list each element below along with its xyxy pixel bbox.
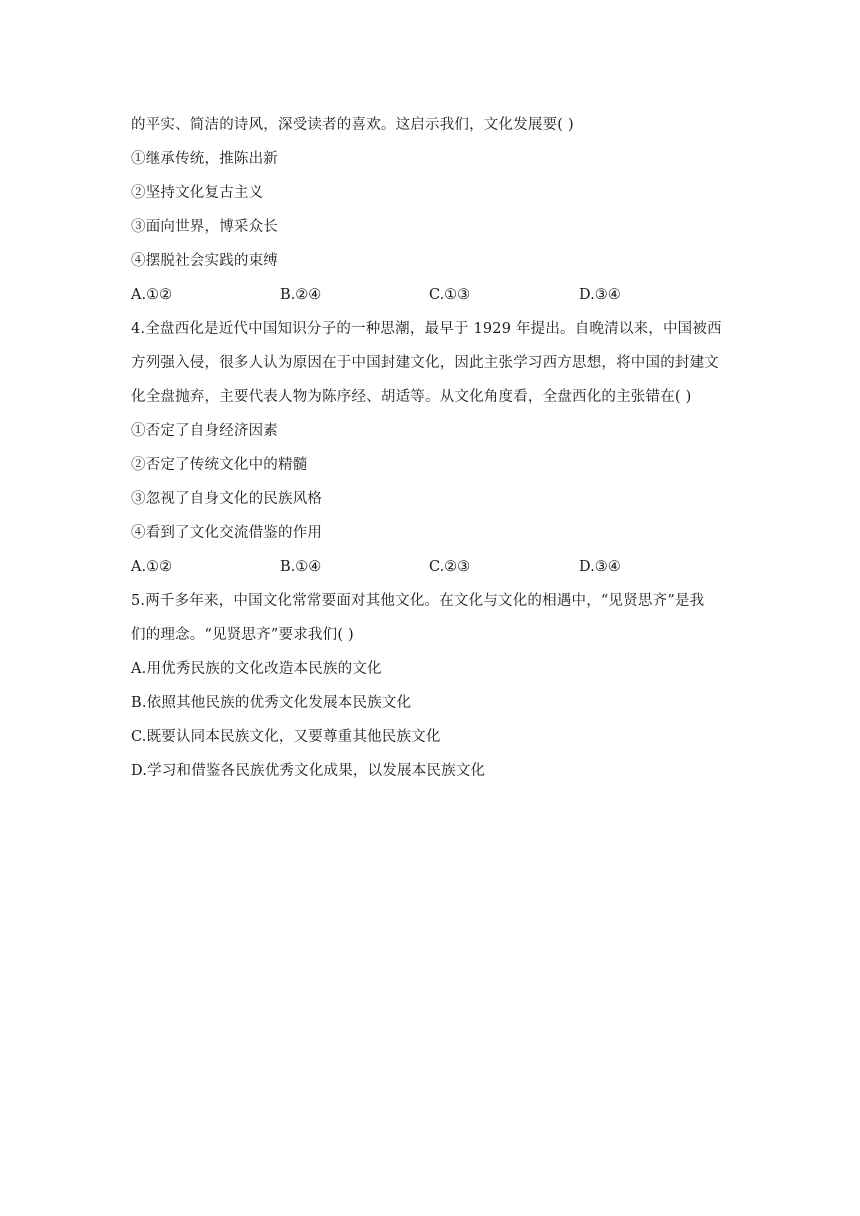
- q4-item-3: ③忽视了自身文化的民族风格: [131, 491, 323, 507]
- q5-choice-b: B.依照其他民族的优秀文化发展本民族文化: [131, 695, 412, 711]
- q3-item-4: ④摆脱社会实践的束缚: [131, 253, 278, 269]
- q3-option-c: C.①③: [429, 287, 471, 303]
- q3-stem-tail: 的平实、简洁的诗风，深受读者的喜欢。这启示我们，文化发展要( ): [131, 117, 574, 133]
- q4-stem-line-1: 4.全盘西化是近代中国知识分子的一种思潮，最早于 1929 年提出。自晚清以来，中国被西: [131, 321, 722, 337]
- q3-item-3: ③面向世界，博采众长: [131, 219, 278, 235]
- q4-option-a: A.①②: [131, 559, 173, 575]
- q4-item-1: ①否定了自身经济因素: [131, 423, 278, 439]
- q5-stem-line-2: 们的理念。“见贤思齐”要求我们( ): [131, 627, 354, 643]
- q4-options: [131, 550, 751, 584]
- q4-option-c: C.②③: [429, 559, 471, 575]
- document-page: [131, 108, 751, 788]
- q3-option-b: B.②④: [280, 287, 322, 303]
- q3-item-2: ②坚持文化复古主义: [131, 185, 264, 201]
- q4-option-d: D.③④: [579, 559, 621, 575]
- q4-item-2: ②否定了传统文化中的精髓: [131, 457, 308, 473]
- q4-item-4: ④看到了文化交流借鉴的作用: [131, 525, 323, 541]
- q5-stem-line-1: 5.两千多年来，中国文化常常要面对其他文化。在文化与文化的相遇中，“见贤思齐”是我: [131, 593, 705, 609]
- q3-item-1: ①继承传统，推陈出新: [131, 151, 278, 167]
- q4-option-b: B.①④: [280, 559, 322, 575]
- q3-options: [131, 278, 751, 312]
- q5-choice-a: A.用优秀民族的文化改造本民族的文化: [131, 661, 382, 677]
- q3-option-d: D.③④: [579, 287, 621, 303]
- q3-option-a: A.①②: [131, 287, 173, 303]
- q5-choice-c: C.既要认同本民族文化，又要尊重其他民族文化: [131, 729, 441, 745]
- q5-choice-d: D.学习和借鉴各民族优秀文化成果，以发展本民族文化: [131, 763, 486, 779]
- q4-stem-line-2: 方列强入侵，很多人认为原因在于中国封建文化，因此主张学习西方思想，将中国的封建文: [131, 355, 719, 371]
- q4-stem-line-3: 化全盘抛弃，主要代表人物为陈序经、胡适等。从文化角度看，全盘西化的主张错在( ): [131, 389, 692, 405]
